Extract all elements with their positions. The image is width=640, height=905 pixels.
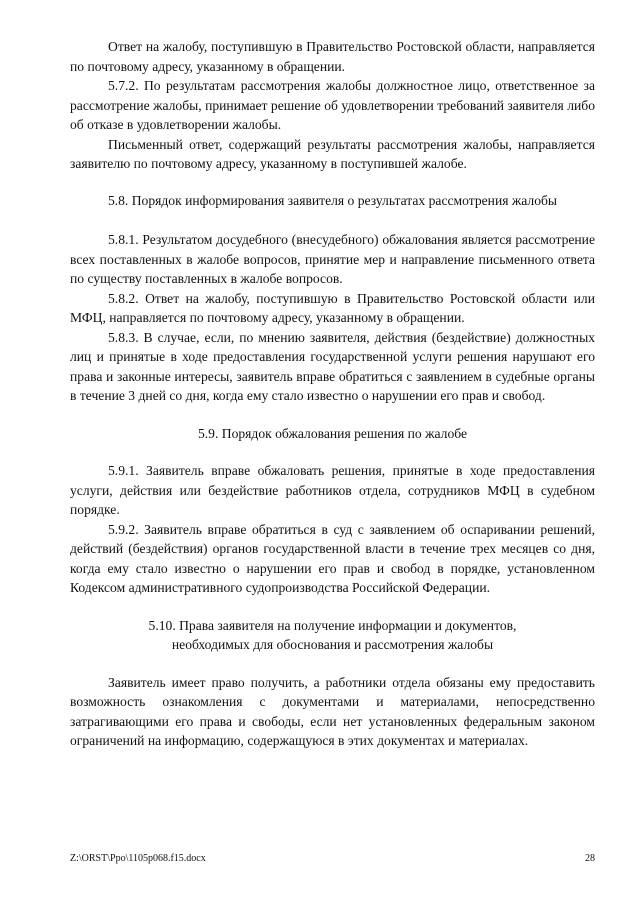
paragraph: 5.9.1. Заявитель вправе обжаловать решения, принятые в ходе предоставления услуги, действия или бездействие работников отдела, сотрудников МФЦ в судебном порядке. xyxy=(70,463,595,517)
section-heading-5-9: 5.9. Порядок обжалования решения по жалобе xyxy=(197,425,468,441)
paragraph: Письменный ответ, содержащий результаты рассмотрения жалобы, направляется заявителю по почтовому адресу, указанному в поступившей жалобе. xyxy=(70,136,595,171)
section-heading-5-8: 5.8. Порядок информирования заявителя о результатах рассмотрения жалобы xyxy=(107,192,558,208)
page-footer xyxy=(70,853,595,865)
paragraph: Ответ на жалобу, поступившую в Правительство Ростовской области, направляется по почтовому адресу, указанному в обращении. xyxy=(70,39,595,74)
page-number: 28 xyxy=(585,853,595,864)
paragraph: 5.9.2. Заявитель вправе обратиться в суд с заявлением об оспаривании решений, действий (бездействия) органов государственной власти в течение трех месяцев со дня, когда ему стало известно о нарушении его прав и свобод в порядке, установленном Кодексом административного судопроизводства Российской Федерации. xyxy=(70,521,595,595)
paragraph: 5.8.3. В случае, если, по мнению заявителя, действия (бездействие) должностных лиц и принятые в ходе предоставления государственной услуги решения нарушают его права и законные интересы, заявитель вправе обратиться с заявлением в судебные органы в течение 3 дней со дня, когда ему стало известно о нарушении его прав и свобод. xyxy=(70,329,595,403)
document-page xyxy=(70,37,595,751)
paragraph: Заявитель имеет право получить, а работники отдела обязаны ему предоставить возможность ознакомления с документами и материалами, непосредственно затрагивающими его права и свободы, если нет установленных федеральным законом ограничений на информацию, содержащуюся в этих документах и материалах. xyxy=(70,674,595,748)
footer-file-path: Z:\ORST\Ppo\1105p068.f15.docx xyxy=(70,853,206,864)
section-heading-5-10-line1: 5.10. Права заявителя на получение информации и документов, xyxy=(148,617,517,633)
section-heading-5-10-line2: необходимых для обоснования и рассмотрения жалобы xyxy=(171,637,494,652)
paragraph: 5.7.2. По результатам рассмотрения жалобы должностное лицо, ответственное за рассмотрение жалобы, принимает решение об удовлетворении требований заявителя либо об отказе в удовлетворении жалобы. xyxy=(70,78,595,132)
paragraph: 5.8.1. Результатом досудебного (внесудебного) обжалования является рассмотрение всех поставленных в жалобе вопросов, принятие мер и направление письменного ответа по существу поставленных в жалобе вопросов. xyxy=(70,232,595,286)
paragraph: 5.8.2. Ответ на жалобу, поступившую в Правительство Ростовской области или МФЦ, направляется по почтовому адресу, указанному в обращении. xyxy=(70,290,595,325)
